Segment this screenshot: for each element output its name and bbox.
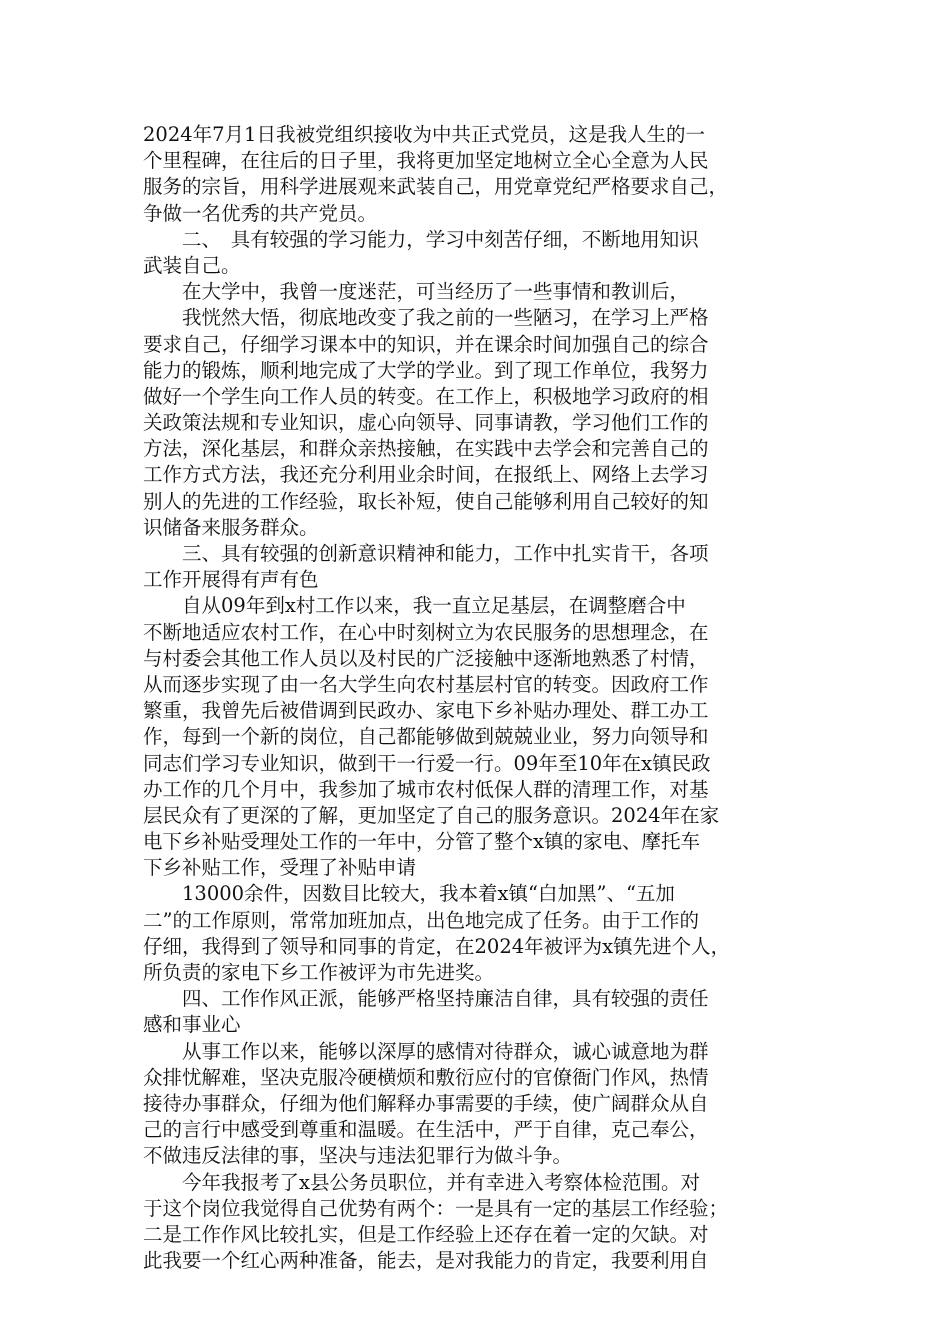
section-heading-line: 武装自己。 — [143, 253, 241, 277]
text-line: 关政策法规和专业知识，虚心向领导、同事请教，学习他们工作的 — [143, 411, 709, 435]
text-line: 于这个岗位我觉得自己优势有两个：一是具有一定的基层工作经验； — [143, 1196, 729, 1220]
text-line: 作，每到一个新的岗位，自己都能够做到兢兢业业，努力向领导和 — [143, 725, 709, 749]
text-line: 下乡补贴工作，受理了补贴申请 — [143, 856, 417, 880]
text-line: 今年我报考了x县公务员职位，并有幸进入考察体检范围。对 — [143, 1170, 700, 1194]
text-line: 自从09年到x村工作以来，我一直立足基层，在调整磨合中 — [143, 594, 686, 618]
text-line: 要求自己，仔细学习课本中的知识，并在课余时间加强自己的综合 — [143, 332, 709, 356]
text-line: 二”的工作原则，常常加班加点，出色地完成了任务。由于工作的 — [143, 908, 699, 932]
text-line: 从事工作以来，能够以深厚的感情对待群众，诚心诚意地为群 — [143, 1039, 709, 1063]
text-line: 2024年7月1日我被党组织接收为中共正式党员，这是我人生的一 — [143, 123, 705, 146]
text-line: 电下乡补贴受理处工作的一年中，分管了整个x镇的家电、摩托车 — [143, 830, 700, 854]
text-line: 做好一个学生向工作人员的转变。在工作上，积极地学习政府的相 — [143, 384, 709, 408]
document-body — [143, 122, 813, 1274]
text-line: 仔细，我得到了领导和同事的肯定，在2024年被评为x镇先进个人， — [143, 934, 731, 958]
text-line: 繁重，我曾先后被借调到民政办、家电下乡补贴办理处、群工办工 — [143, 699, 709, 723]
text-line: 所负责的家电下乡工作被评为市先进奖。 — [143, 961, 495, 984]
text-line: 我恍然大悟，彻底地改变了我之前的一些陋习，在学习上严格 — [143, 306, 709, 330]
text-line: 不做违反法律的事，坚决与违法犯罪行为做斗争。 — [143, 1144, 573, 1168]
text-line: 众排忧解难，坚决克服冷硬横烦和敷衍应付的官僚衙门作风，热情 — [143, 1065, 709, 1089]
text-line: 办工作的几个月中，我参加了城市农村低保人群的清理工作，对基 — [143, 777, 709, 801]
section-heading-line: 工作开展得有声有色 — [143, 568, 319, 592]
text-line: 此我要一个红心两种准备，能去，是对我能力的肯定，我要利用自 — [143, 1249, 709, 1273]
section-heading-line: 二、 具有较强的学习能力，学习中刻苦仔细，不断地用知识 — [143, 227, 699, 251]
text-line: 服务的宗旨，用科学进展观来武装自己，用党章党纪严格要求自己， — [143, 175, 729, 199]
section-heading-line: 三、具有较强的创新意识精神和能力，工作中扎实肯干，各项 — [143, 542, 709, 565]
text-line: 争做一名优秀的共产党员。 — [143, 201, 378, 225]
text-line: 层民众有了更深的了解，更加坚定了自己的服务意识。2024年在家 — [143, 803, 720, 827]
text-line: 方法，深化基层，和群众亲热接触，在实践中去学会和完善自己的 — [143, 437, 709, 461]
text-line: 在大学中，我曾一度迷茫，可当经历了一些事情和教训后， — [143, 280, 690, 304]
text-line: 二是工作作风比较扎实，但是工作经验上还存在着一定的欠缺。对 — [143, 1222, 709, 1246]
text-line: 从而逐步实现了由一名大学生向农村基层村官的转变。因政府工作 — [143, 672, 709, 696]
text-line: 识储备来服务群众。 — [143, 515, 319, 539]
text-line: 能力的锻炼，顺利地完成了大学的学业。到了现工作单位，我努力 — [143, 358, 709, 382]
text-line: 工作方式方法，我还充分利用业余时间，在报纸上、网络上去学习 — [143, 463, 709, 487]
text-line: 己的言行中感受到尊重和温暖。在生活中，严于自律，克己奉公， — [143, 1118, 709, 1142]
section-heading-line: 感和事业心 — [143, 1013, 241, 1037]
text-line: 同志们学习专业知识，做到干一行爱一行。09年至10年在x镇民政 — [143, 751, 711, 775]
text-line: 接待办事群众，仔细为他们解释办事需要的手续，使广阔群众从自 — [143, 1091, 709, 1115]
text-line: 不断地适应农村工作，在心中时刻树立为农民服务的思想理念，在 — [143, 620, 709, 644]
text-line: 与村委会其他工作人员以及村民的广泛接触中逐渐地熟悉了村情， — [143, 646, 709, 670]
text-line: 别人的先进的工作经验，取长补短，使自己能够利用自己较好的知 — [143, 489, 709, 513]
section-heading-line: 四、工作作风正派，能够严格坚持廉洁自律，具有较强的责任 — [143, 987, 709, 1011]
text-line: 13000余件，因数目比较大，我本着x镇“白加黑”、“五加 — [143, 882, 675, 906]
text-line: 个里程碑，在往后的日子里，我将更加坚定地树立全心全意为人民 — [143, 149, 709, 173]
